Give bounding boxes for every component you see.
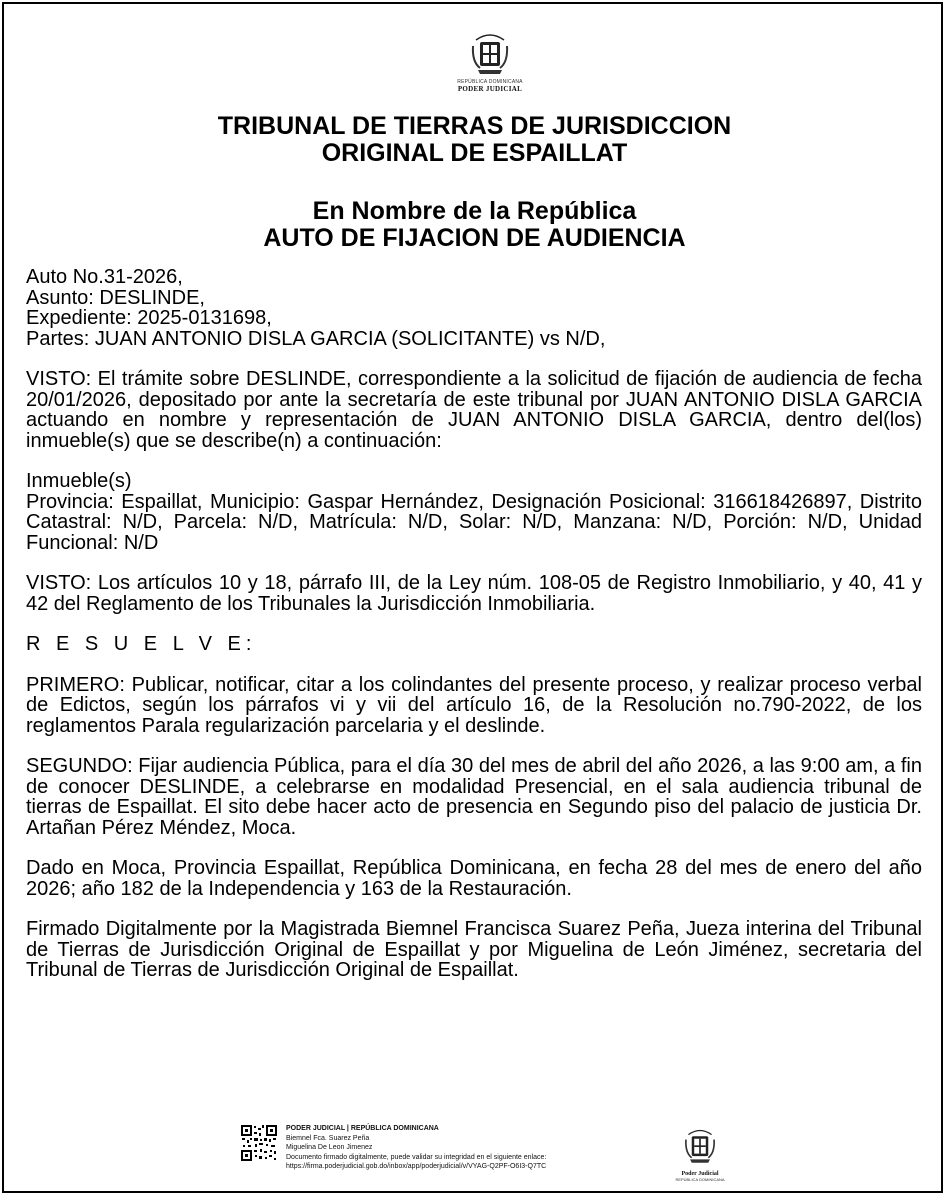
firmado-line: interina del Tribunal de Tierras de Jurisdicción Original de Espaillat y por [26,918,922,961]
visto-paragraph-2 [26,573,922,614]
qr-code-icon[interactable] [240,1124,278,1162]
visto1-line: VISTO: El trámite sobre DESLINDE, correspondiente a la solicitud de fijación de [26,368,746,390]
document-body [26,267,922,1001]
visto2-line: Inmobiliaria. [487,592,596,615]
firmado-paragraph [26,919,922,981]
partes: Partes: JUAN ANTONIO DISLA GARCIA (SOLICITANTE) vs N/D, [26,327,606,350]
firmado-line: Miguelina de León Jiménez, secretaria del Tribunal de Tierras de Jurisdicción [26,938,922,981]
primero-line: PRIMERO: Publicar, notificar, citar a los colindantes del presente proceso, y [26,673,711,696]
inmueble-block [26,471,922,553]
footer-seal-country: REPÚBLICA DOMINICANA [675,1177,725,1182]
segundo-line: a las 9:00 am, a fin de conocer DESLINDE, a celebrarse en modalidad [26,755,922,798]
primero-line: realizar proceso verbal de Edictos, según los párrafos vi y vii del artículo 16, de [26,673,922,716]
segundo-line: Presencial, en el sala audiencia tribunal de tierras de Espaillat. El sito debe hacer [26,775,923,818]
court-title-line1: TRIBUNAL DE TIERRAS DE JURISDICCION [217,112,732,140]
signer-2: Miguelina De Leon Jimenez [286,1144,373,1152]
coat-of-arms-icon [683,1128,717,1166]
validation-note: Documento firmado digitalmente, puede validar su integridad en el siguiente enlace: [286,1153,547,1161]
dado-paragraph [26,858,922,899]
visto1-line: audiencia de fecha 20/01/2026, depositado por ante la secretaría de este tribunal [26,368,922,411]
signer-1: Biemnel Fca. Suarez Peña [286,1134,370,1142]
segundo-paragraph [26,756,922,838]
inmueble-line: 316618426897, Distrito Catastral: N/D, Parcela: N/D, Matrícula: N/D, Solar: N/D, [26,490,922,533]
inmueble-heading: Inmueble(s) [26,470,132,492]
poder-judicial-seal [456,32,524,93]
signature-details [286,1124,546,1172]
seal-institution-label: PODER JUDICIAL [457,85,523,93]
inmueble-line: Manzana: N/D, Porción: N/D, Unidad Funcional: N/D [26,511,923,554]
firmado-line: Firmado Digitalmente por la Magistrada Biemnel Francisca Suarez Peña, Jueza [26,918,740,940]
visto-paragraph-1 [26,369,922,451]
visto2-line: VISTO: Los artículos 10 y 18, párrafo III, de la Ley núm. 108-05 de Registro [26,572,711,594]
dado-line: de enero del año 2026; año 182 de la Independencia y 163 de la Restauración. [26,857,922,900]
footer-seal-institution: Poder Judicial [681,1171,719,1177]
dado-line: Dado en Moca, Provincia Espaillat, República Dominicana, en fecha 28 del mes [26,857,758,879]
validation-url[interactable]: https://firma.poderjudicial.gob.do/inbox/app/poderjudicial/v/VYAG-Q2PF-O6I3-Q7TC [286,1163,547,1171]
visto1-line: a continuación: [307,429,442,452]
inmueble-line: Provincia: Espaillat, Municipio: Gaspar Hernández, Designación Posicional: [26,490,706,513]
coat-of-arms-icon [470,32,510,78]
visto1-line: por JUAN ANTONIO DISLA GARCIA actuando en nombre y representación de [26,388,923,431]
document-type-title: AUTO DE FIJACION DE AUDIENCIA [263,224,686,252]
segundo-line: acto de presencia en Segundo piso del palacio de justicia Dr. Artañan Pérez [26,796,922,839]
segundo-line: Méndez, Moca. [159,816,297,839]
asunto: Asunto: DESLINDE, [26,286,205,309]
seal-country-label: REPÚBLICA DOMINICANA [457,79,523,85]
digital-signature-footer [240,1122,725,1182]
footer-seal [672,1128,728,1182]
primero-paragraph [26,675,922,737]
primero-line: y el deslinde. [428,714,546,737]
document-frame [2,2,943,1193]
visto2-line: Inmobiliario, y 40, 41 y 42 del Reglamento de los Tribunales la Jurisdicción [26,572,923,615]
subtitle-line1: En Nombre de la República [312,197,637,225]
resuelve-heading: R E S U E L V E: [26,633,257,655]
expediente: Expediente: 2025-0131698, [26,307,272,329]
segundo-line: SEGUNDO: Fijar audiencia Pública, para el día 30 del mes de abril del año 2026, [26,755,748,777]
case-info-block [26,267,922,349]
primero-line: la Resolución no.790-2022, de los reglamentos Parala regularización parcelaria [26,694,923,737]
footer-header: PODER JUDICIAL | REPÚBLICA DOMINICANA [286,1125,439,1132]
auto-number: Auto No.31-2026, [26,266,183,288]
court-title-line2: ORIGINAL DE ESPAILLAT [321,139,628,167]
firmado-line: Original de Espaillat. [335,959,519,981]
visto1-line: JUAN ANTONIO DISLA GARCIA, dentro del(los) inmueble(s) que se describe(n) [26,409,922,452]
